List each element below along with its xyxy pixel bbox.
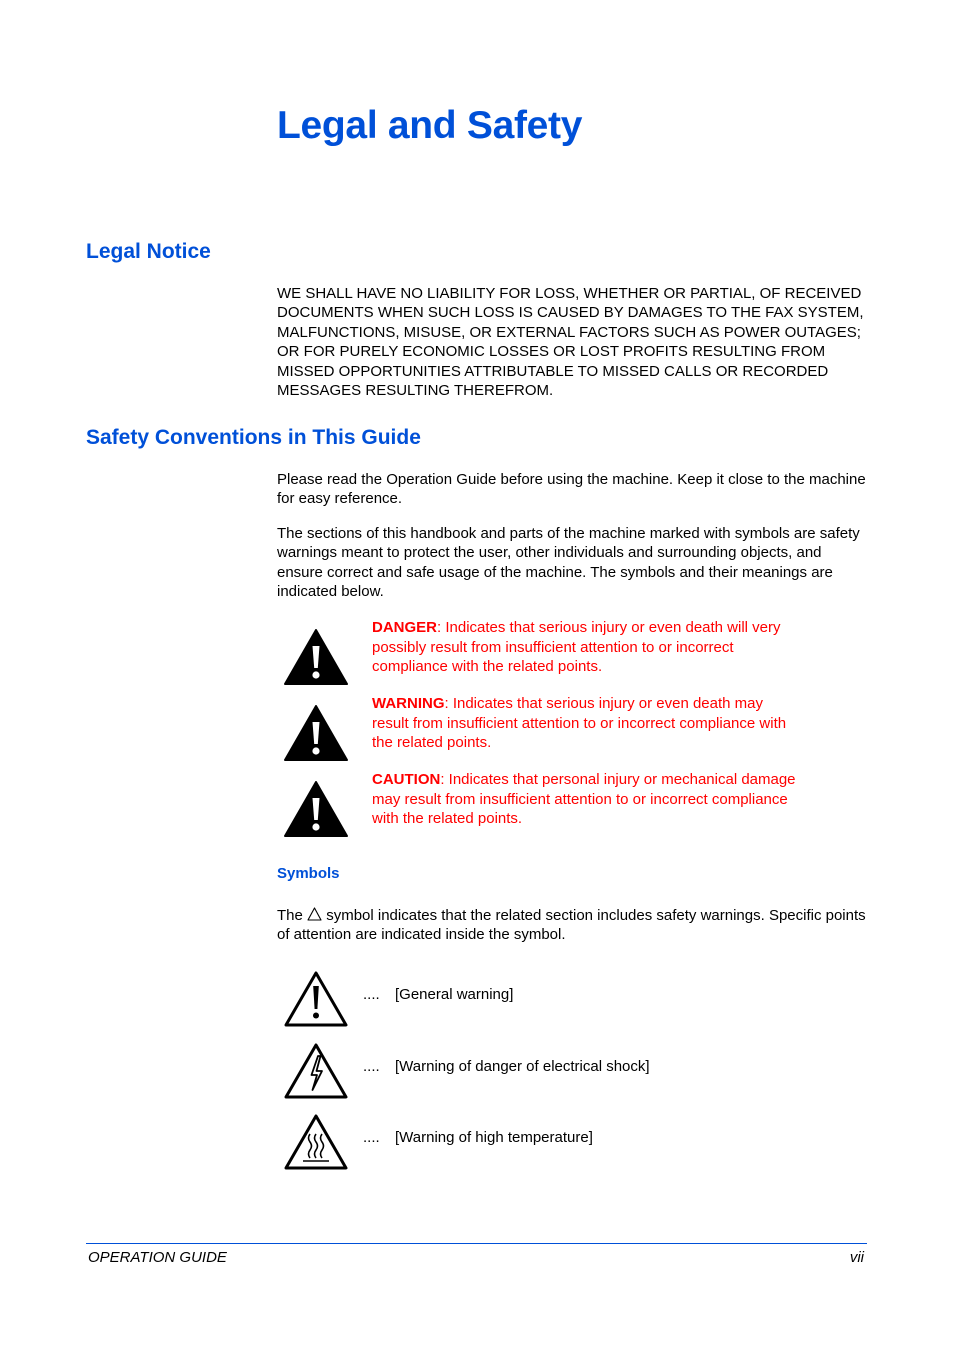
general-warning-dots: ....	[363, 986, 380, 1003]
warning-keyword: WARNING	[372, 695, 445, 712]
caution-text: : Indicates that personal injury or mechanical damage may result from insufficient attention to or incorrect compliance with the related points.	[372, 771, 796, 828]
electrical-shock-row	[363, 1058, 650, 1075]
general-warning-label: [General warning]	[395, 986, 514, 1003]
high-temperature-icon	[283, 1113, 349, 1171]
legal-notice-heading: Legal Notice	[86, 240, 211, 263]
electrical-shock-dots: ....	[363, 1058, 380, 1075]
footer-guide-title: OPERATION GUIDE	[88, 1249, 227, 1266]
caution-description	[372, 770, 802, 829]
danger-text: : Indicates that serious injury or even death will very possibly result from insufficient attention to or incorrect compliance with the related points.	[372, 619, 781, 676]
electrical-shock-label: [Warning of danger of electrical shock]	[395, 1058, 650, 1075]
symbols-intro	[277, 906, 867, 945]
inline-triangle-icon	[307, 907, 322, 921]
legal-notice-text: WE SHALL HAVE NO LIABILITY FOR LOSS, WHETHER OR PARTIAL, OF RECEIVED DOCUMENTS WHEN SUCH LOSS IS CAUSED BY DAMAGES TO THE FAX SYSTEM, MALFUNCTIONS, MISUSE, OR EXTERNAL FACTORS SUCH AS POWER OUTAGES; OR FOR PURELY ECONOMIC LOSSES OR LOST PROFITS RESULTING FROM MISSED OPPORTUNITIES ATTRIBUTABLE TO MISSED CALLS OR RECORDED MESSAGES RESULTING THEREFROM.	[277, 285, 864, 400]
page-title: Legal and Safety	[277, 104, 583, 147]
danger-keyword: DANGER	[372, 619, 438, 636]
warning-description	[372, 694, 802, 753]
danger-description	[372, 618, 802, 677]
warning-text: : Indicates that serious injury or even death may result from insufficient attention to or incorrect compliance with the related points.	[372, 695, 787, 752]
high-temperature-label: [Warning of high temperature]	[395, 1129, 593, 1146]
symbols-intro-after: symbol indicates that the related section includes safety warnings. Specific points of attention are indicated inside the symbol.	[277, 907, 866, 944]
high-temperature-dots: ....	[363, 1129, 380, 1146]
safety-paragraph-2: The sections of this handbook and parts of the machine marked with symbols are safety warnings meant to protect the user, other individuals and surrounding objects, and ensure correct and safe usage of the machine. The symbols and their meanings are indicated below.	[277, 525, 860, 601]
symbols-heading: Symbols	[277, 865, 340, 882]
danger-warning-icon	[283, 628, 349, 686]
symbols-intro-before: The	[277, 907, 303, 924]
safety-conventions-heading: Safety Conventions in This Guide	[86, 426, 421, 449]
general-warning-icon	[283, 970, 349, 1028]
caution-icon	[283, 780, 349, 838]
footer-divider	[86, 1243, 867, 1244]
warning-icon	[283, 704, 349, 762]
general-warning-row	[363, 986, 513, 1003]
electrical-shock-icon	[283, 1042, 349, 1100]
high-temperature-row	[363, 1129, 593, 1146]
caution-keyword: CAUTION	[372, 771, 441, 788]
footer-page-number: vii	[849, 1249, 864, 1266]
safety-paragraph-1: Please read the Operation Guide before using the machine. Keep it close to the machine for easy reference.	[277, 471, 866, 508]
